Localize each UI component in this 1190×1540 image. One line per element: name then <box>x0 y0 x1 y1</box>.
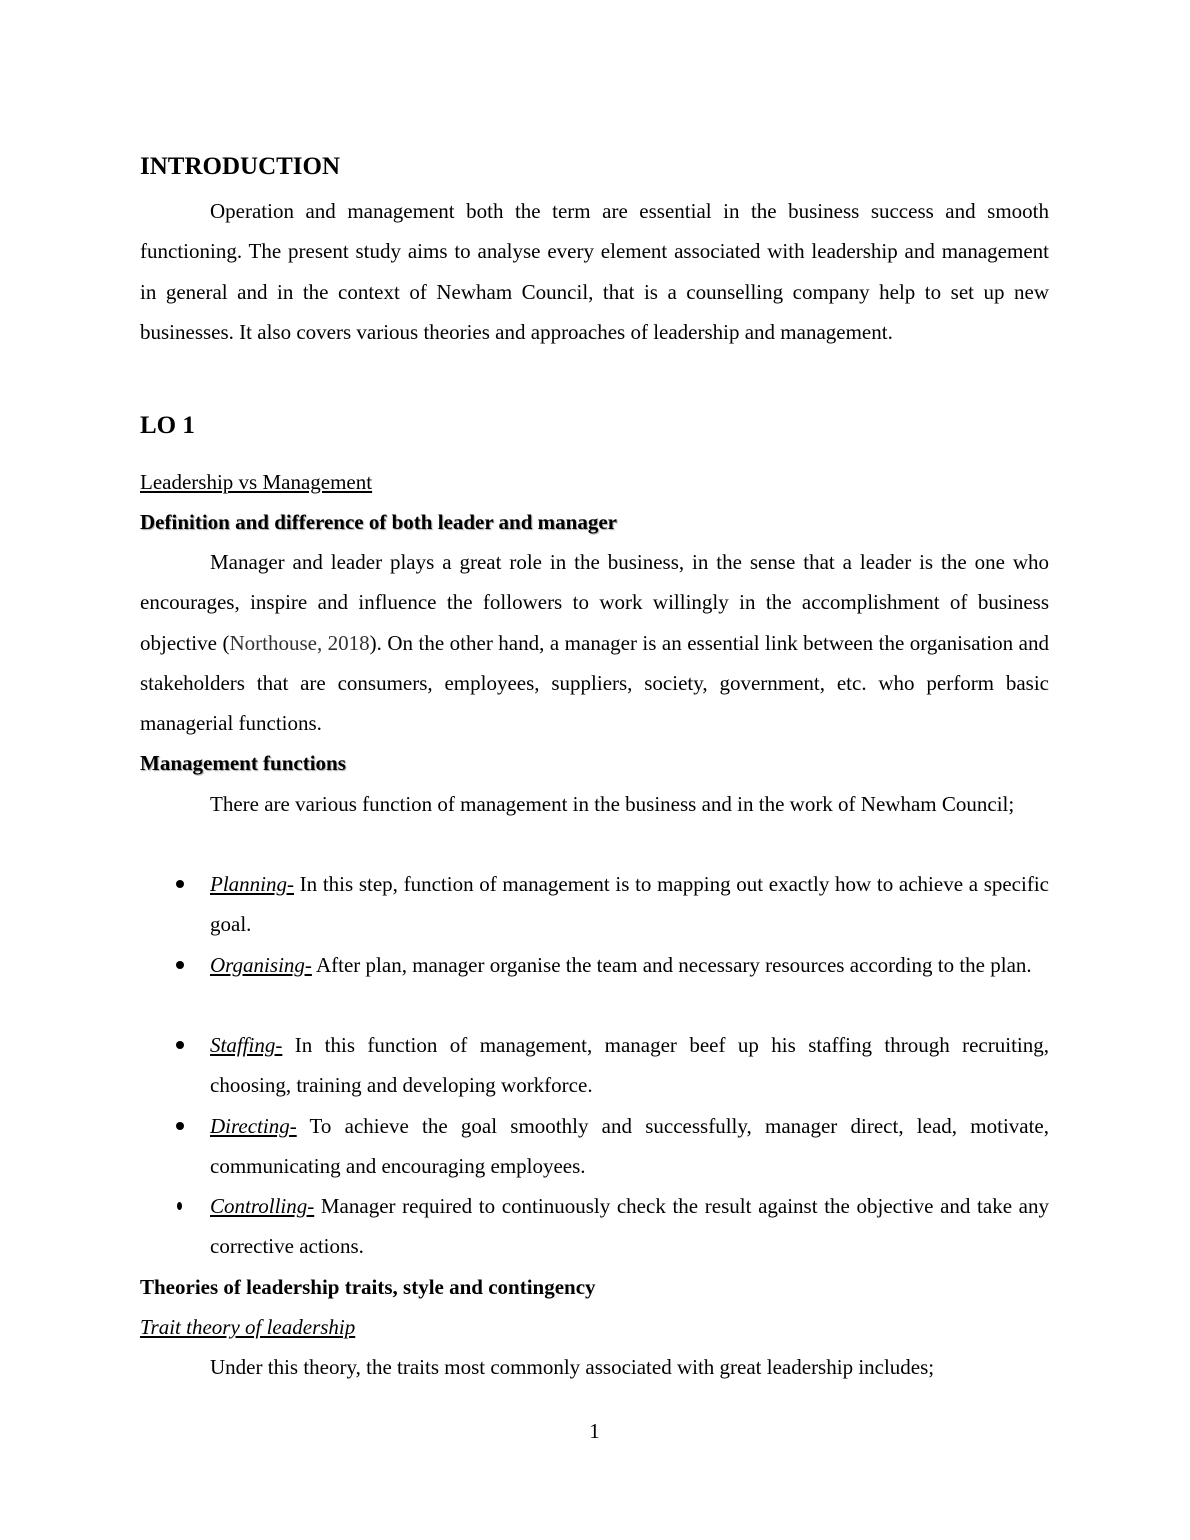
bullet-icon <box>176 1122 184 1130</box>
list-item-planning <box>210 864 1049 945</box>
term-staffing: Staffing- <box>210 1033 283 1057</box>
staffing-description: In this function of management, manager beef up his staffing through recruiting, choosing, training and developing workforce. <box>210 1033 1049 1098</box>
list-item-controlling <box>210 1186 1049 1267</box>
introduction-paragraph: Operation and management both the term are essential in the business success and smooth functioning. The present study aims to analyse every element associated with leadership and management in general and in the context of Newham Council, that is a counselling company help to set up new businesses. It also covers various theories and approaches of leadership and management. <box>140 199 1049 344</box>
term-organising: Organising- <box>210 953 312 977</box>
definition-paragraph <box>140 542 1049 743</box>
controlling-description: Manager required to continuously check the result against the objective and take any corrective actions. <box>210 1194 1049 1259</box>
list-item-staffing <box>210 1025 1049 1106</box>
management-functions-intro: There are various function of management in the business and in the work of Newham Council; <box>210 792 1015 816</box>
directing-description: To achieve the goal smoothly and successfully, manager direct, lead, motivate, communicating and encouraging employees. <box>210 1114 1049 1179</box>
definition-text-before: Manager and leader plays a great role in the business, in the sense that a leader is the one who encourages, inspire and influence the followers to work willingly in the accomplishment of business objective ( <box>140 550 1049 655</box>
bullet-icon <box>177 1202 182 1210</box>
term-planning: Planning- <box>210 872 294 896</box>
bullet-icon <box>176 961 184 969</box>
term-directing: Directing- <box>210 1114 297 1138</box>
page-number: 1 <box>589 1419 600 1443</box>
trait-theory-intro: Under this theory, the traits most commonly associated with great leadership includes; <box>210 1355 935 1379</box>
definition-heading: Definition and difference of both leader and manager <box>140 510 617 534</box>
lo1-heading: LO 1 <box>140 412 195 439</box>
leadership-vs-management-subheading: Leadership vs Management <box>140 470 373 494</box>
list-item-directing <box>210 1106 1049 1187</box>
bullet-icon <box>176 1041 184 1049</box>
definition-text-after: ). On the other hand, a manager is an essential link between the organisation and stakeholders that are consumers, employees, suppliers, society, government, etc. who perform basic managerial functions. <box>140 630 1049 736</box>
bullet-icon <box>176 880 184 888</box>
organising-description: After plan, manager organise the team and necessary resources according to the plan. <box>311 953 1032 977</box>
document-page <box>140 0 1049 1540</box>
planning-description: In this step, function of management is to mapping out exactly how to achieve a specific goal. <box>210 872 1049 937</box>
term-controlling: Controlling- <box>210 1194 315 1218</box>
citation-northouse: Northouse, 2018 <box>229 630 370 655</box>
list-item-organising <box>210 945 1049 985</box>
management-functions-heading: Management functions <box>140 751 346 775</box>
introduction-heading: INTRODUCTION <box>140 153 341 180</box>
theories-heading: Theories of leadership traits, style and contingency <box>140 1275 596 1299</box>
trait-theory-heading: Trait theory of leadership <box>140 1315 356 1339</box>
